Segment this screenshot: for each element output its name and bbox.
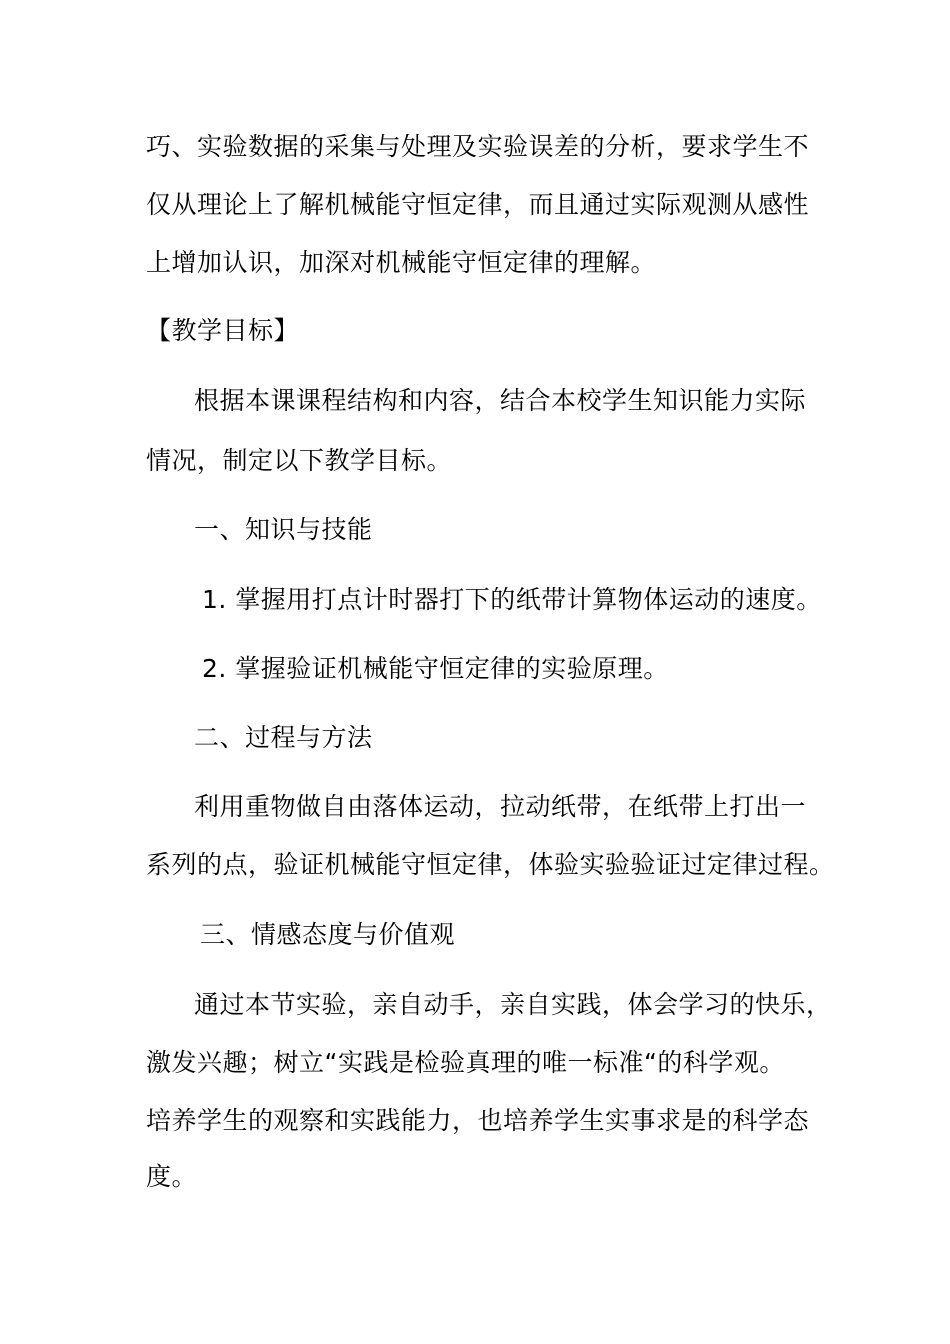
goals-intro-line-2: 情况，制定以下教学目标。 [146,446,453,475]
emotion-line-1: 通过本节实验，亲自动手，亲自实践，体会学习的快乐， [194,990,832,1019]
intro-line-1: 巧、实验数据的采集与处理及实验误差的分析，要求学生不 [146,132,810,161]
goals-intro-line-1: 根据本课课程结构和内容，结合本校学生知识能力实际 [194,386,807,415]
process-heading: 二、过程与方法 [194,723,373,752]
emotion-line-4: 度。 [146,1162,198,1191]
process-line-1: 利用重物做自由落体运动，拉动纸带，在纸带上打出一 [194,792,807,821]
emotion-line-3: 培养学生的观察和实践能力，也培养学生实事求是的科学态 [146,1106,810,1135]
section-heading: 【教学目标】 [146,316,300,345]
emotion-heading: 三、情感态度与价值观 [200,920,456,949]
emotion-line-2: 激发兴趣；树立“实践是检验真理的唯一标准“的科学观。 [146,1048,785,1077]
knowledge-item-1: 1. 掌握用打点计时器打下的纸带计算物体运动的速度。 [202,585,822,614]
knowledge-item-2: 2. 掌握验证机械能守恒定律的实验原理。 [202,654,669,683]
intro-line-3: 上增加认识，加深对机械能守恒定律的理解。 [146,248,657,277]
intro-line-2: 仅从理论上了解机械能守恒定律，而且通过实际观测从感性 [146,190,810,219]
knowledge-heading: 一、知识与技能 [194,515,373,544]
process-line-2: 系列的点，验证机械能守恒定律，体验实验验证过定律过程。 [146,850,835,879]
